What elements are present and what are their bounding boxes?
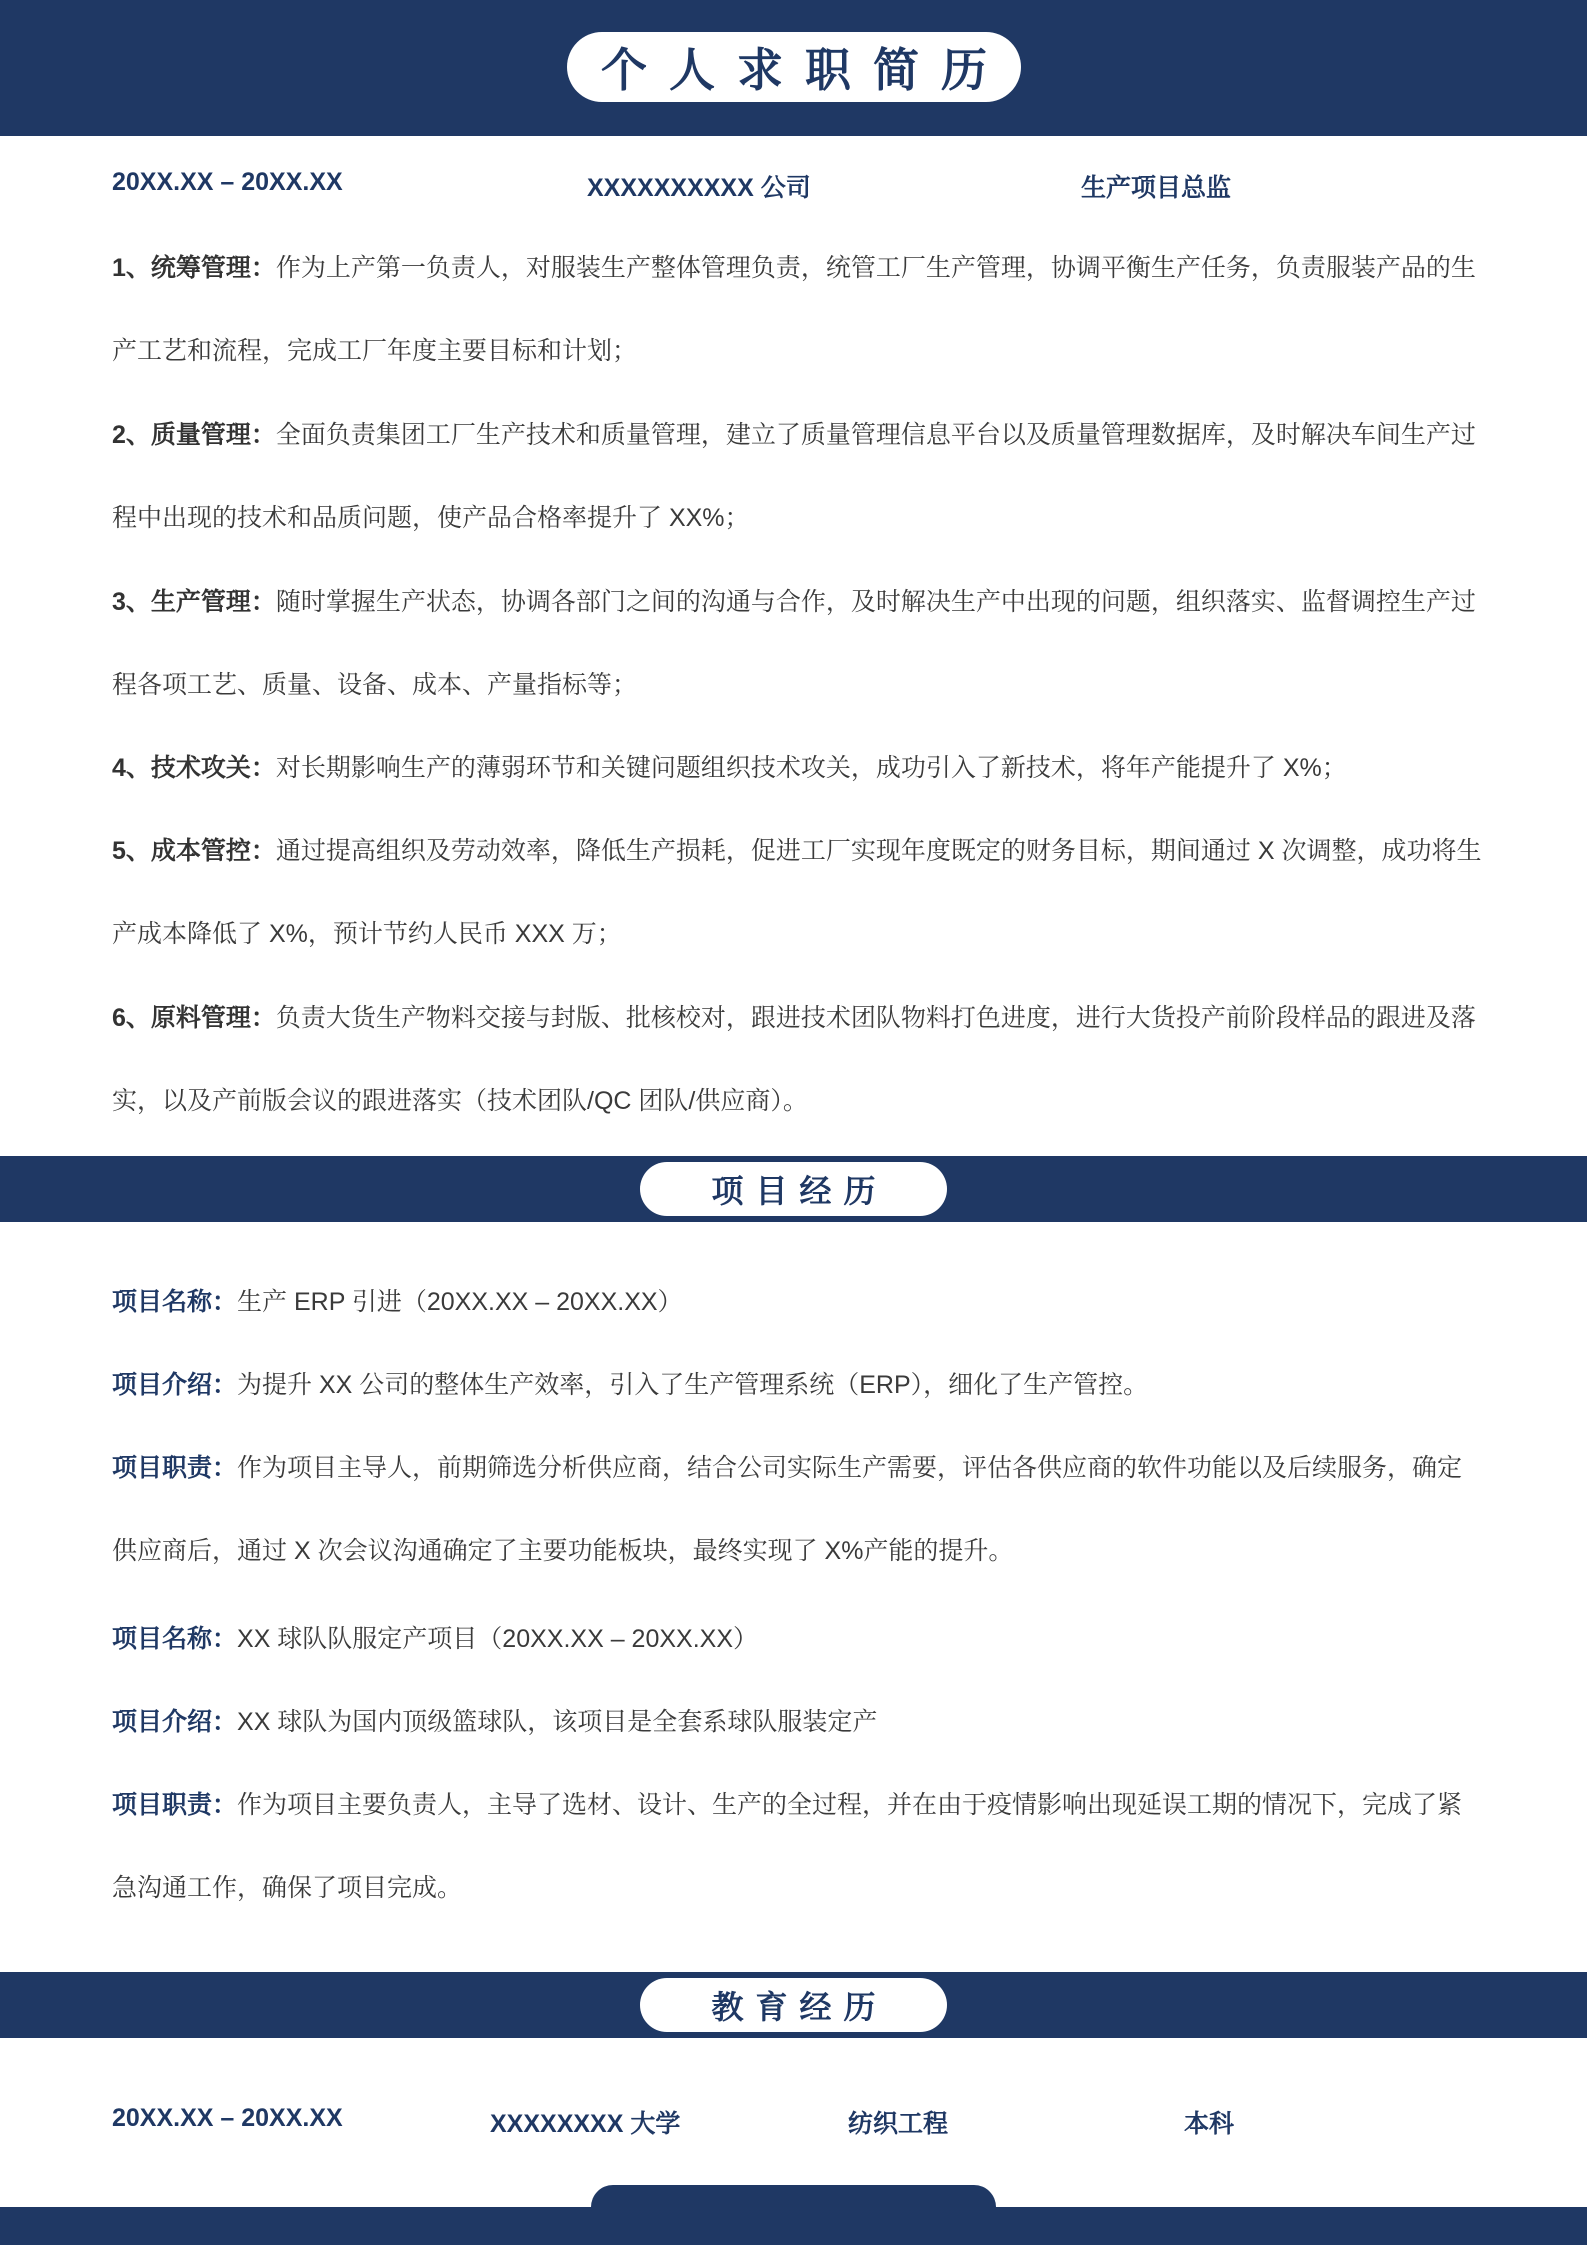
work-item-text: 随时掌握生产状态，协调各部门之间的沟通与合作，及时解决生产中出现的问题，组织落实、监督调控生产过程各项工艺、质量、设备、成本、产量指标等； <box>112 588 1476 699</box>
projects-section-title: 项目经历 <box>640 1162 947 1216</box>
education-section-title: 教育经历 <box>640 1978 947 2032</box>
project-item <box>112 1764 1482 1930</box>
project-item-label: 项目名称： <box>112 1288 238 1316</box>
project-item-text: 生产 ERP 引进（20XX.XX – 20XX.XX） <box>237 1288 683 1316</box>
project-item-text: 作为项目主要负责人，主导了选材、设计、生产的全过程，并在由于疫情影响出现延误工期的情况下，完成了紧急沟通工作，确保了项目完成。 <box>112 1791 1463 1902</box>
work-item <box>112 394 1482 560</box>
page-title: 个人求职简历 <box>567 32 1021 102</box>
education-major: 纺织工程 <box>848 2110 949 2138</box>
work-item <box>112 727 1482 810</box>
work-item-label: 5、成本管控： <box>112 837 276 865</box>
work-item-label: 1、统筹管理： <box>112 254 276 282</box>
education-degree: 本科 <box>1184 2110 1235 2138</box>
work-item-label: 4、技术攻关： <box>112 754 276 782</box>
project-item <box>112 1261 1482 1344</box>
project-item-text: 作为项目主导人，前期筛选分析供应商，结合公司实际生产需要，评估各供应商的软件功能以及后续服务，确定供应商后，通过 X 次会议沟通确定了主要功能板块，最终实现了 X%产能的提升。 <box>112 1454 1463 1565</box>
project-item <box>112 1681 1482 1764</box>
project-item-label: 项目介绍： <box>112 1371 238 1399</box>
work-item-text: 作为上产第一负责人，对服装生产整体管理负责，统管工厂生产管理，协调平衡生产任务，负责服装产品的生产工艺和流程，完成工厂年度主要目标和计划； <box>112 254 1476 365</box>
work-date: 20XX.XX – 20XX.XX <box>112 168 343 196</box>
project-item-text: XX 球队为国内顶级篮球队，该项目是全套系球队服装定产 <box>237 1708 878 1736</box>
work-position: 生产项目总监 <box>1081 174 1232 202</box>
work-item-label: 2、质量管理： <box>112 421 276 449</box>
work-item-text: 全面负责集团工厂生产技术和质量管理，建立了质量管理信息平台以及质量管理数据库，及时解决车间生产过程中出现的技术和品质问题，使产品合格率提升了 XX%； <box>112 421 1476 532</box>
project-item-text: 为提升 XX 公司的整体生产效率，引入了生产管理系统（ERP），细化了生产管控。 <box>237 1371 1149 1399</box>
work-item <box>112 227 1482 393</box>
education-school: XXXXXXXX 大学 <box>490 2110 681 2138</box>
project-item-text: XX 球队队服定产项目（20XX.XX – 20XX.XX） <box>237 1625 759 1653</box>
project-item-label: 项目职责： <box>112 1454 238 1482</box>
project-item-label: 项目介绍： <box>112 1708 238 1736</box>
education-date: 20XX.XX – 20XX.XX <box>112 2104 343 2132</box>
work-item-text: 对长期影响生产的薄弱环节和关键问题组织技术攻关，成功引入了新技术，将年产能提升了 X%； <box>275 754 1347 782</box>
work-item <box>112 977 1482 1143</box>
project-item <box>112 1598 1482 1681</box>
work-item <box>112 810 1482 976</box>
work-company: XXXXXXXXXX 公司 <box>587 174 811 202</box>
work-item-label: 6、原料管理： <box>112 1004 276 1032</box>
project-item <box>112 1427 1482 1593</box>
work-item-label: 3、生产管理： <box>112 588 276 616</box>
work-item-text: 负责大货生产物料交接与封版、批核校对，跟进技术团队物料打色进度，进行大货投产前阶段样品的跟进及落实，以及产前版会议的跟进落实（技术团队/QC 团队/供应商）。 <box>112 1004 1476 1115</box>
work-item <box>112 561 1482 727</box>
project-item <box>112 1344 1482 1427</box>
work-item-text: 通过提高组织及劳动效率，降低生产损耗，促进工厂实现年度既定的财务目标，期间通过 X 次调整，成功将生产成本降低了 X%，预计节约人民币 XXX 万； <box>112 837 1482 948</box>
project-item-label: 项目名称： <box>112 1625 238 1653</box>
footer-band <box>0 2207 1587 2245</box>
project-item-label: 项目职责： <box>112 1791 238 1819</box>
